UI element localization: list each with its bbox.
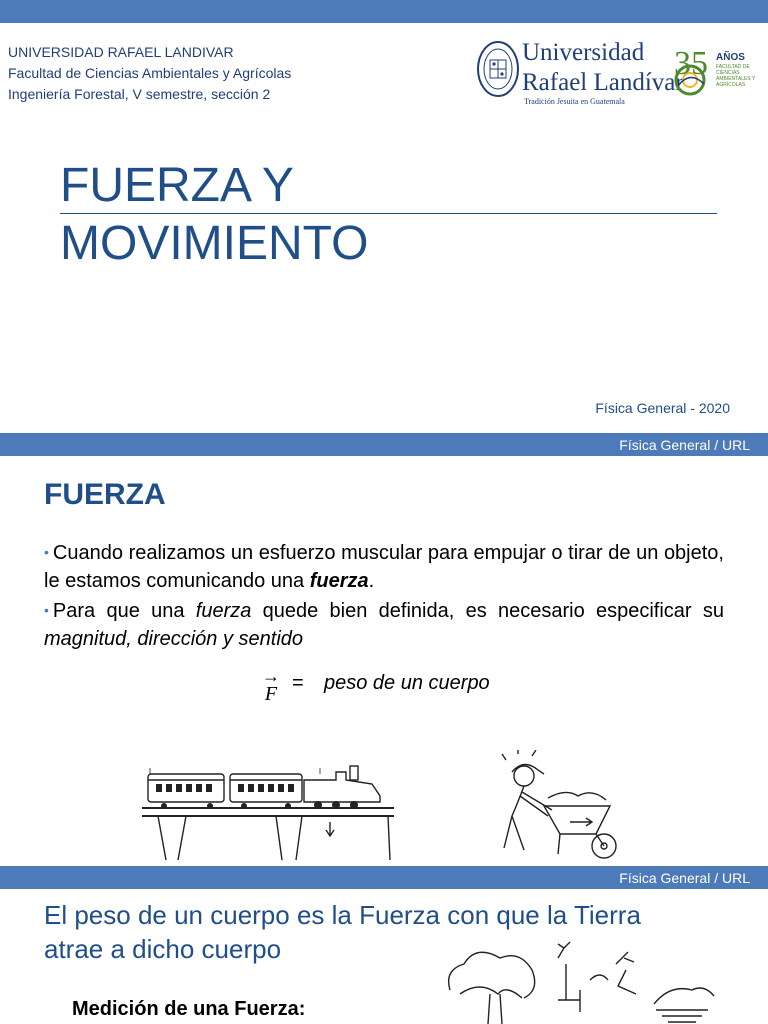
footer-bar-2	[0, 866, 768, 889]
footer-bar-1	[0, 433, 768, 456]
wheelbarrow-illustration	[466, 750, 622, 864]
slide-subheading: Medición de una Fuerza:	[72, 998, 306, 1020]
bullet-1-emphasis: fuerza	[309, 570, 369, 592]
footer-label: Física General / URL	[619, 870, 750, 886]
vector-symbol: F	[264, 683, 278, 705]
anniversary-subtext: FACULTAD DE CIENCIAS AMBIENTALES Y AGRÍCOLAS	[716, 64, 756, 88]
institution-block	[8, 42, 291, 105]
bullet-2-tail: magnitud, dirección y sentido	[44, 628, 304, 650]
bullet-1	[44, 538, 724, 595]
top-bar	[0, 0, 768, 23]
title-rule	[60, 213, 717, 214]
logo-word-universidad: Universidad	[522, 39, 645, 66]
course-label: Física General - 2020	[595, 400, 730, 416]
vector-f	[256, 668, 286, 704]
footer-label: Física General / URL	[619, 437, 750, 453]
university-seal-icon	[476, 40, 520, 98]
anniversary-label: AÑOS	[716, 52, 745, 63]
train-bridge-illustration	[140, 762, 396, 862]
slide-heading: FUERZA	[44, 478, 166, 511]
bullet-2-emphasis: fuerza	[195, 600, 252, 622]
institution-name: UNIVERSIDAD RAFAEL LANDIVAR	[8, 44, 234, 60]
bullet-2-middle: quede bien definida, es necesario especificar su	[251, 600, 724, 622]
bullet-dot: •	[44, 544, 49, 560]
tree-sketch-illustration	[440, 940, 722, 1024]
logo-word-rafael-landivar: Rafael Landívar	[522, 69, 684, 96]
slide-heading: El peso de un cuerpo es la Fuerza con que la Tierra atrae a dicho cuerpo	[44, 900, 641, 964]
formula-equals: =	[292, 672, 304, 694]
program-name: Ingeniería Forestal, V semestre, sección 2	[8, 86, 271, 102]
bullet-2-text: Para que una	[52, 600, 196, 622]
anniversary-badge-icon	[668, 40, 716, 100]
title-line-1: FUERZA Y	[60, 159, 294, 212]
formula-definition: peso de un cuerpo	[324, 672, 490, 694]
faculty-name: Facultad de Ciencias Ambientales y Agrícolas	[8, 65, 292, 81]
vector-arrow-icon: →	[262, 666, 280, 686]
bullet-1-end: .	[368, 570, 375, 592]
bullet-1-text: Cuando realizamos un esfuerzo muscular para empujar o tirar de un objeto, le estamos comunicando una	[44, 542, 724, 592]
anniversary-number: 35	[674, 45, 708, 82]
logo-tagline: Tradición Jesuita en Guatemala	[524, 97, 625, 106]
bullet-dot: •	[44, 602, 49, 618]
bullet-2	[44, 596, 724, 653]
title-line-2: MOVIMIENTO	[60, 217, 369, 270]
